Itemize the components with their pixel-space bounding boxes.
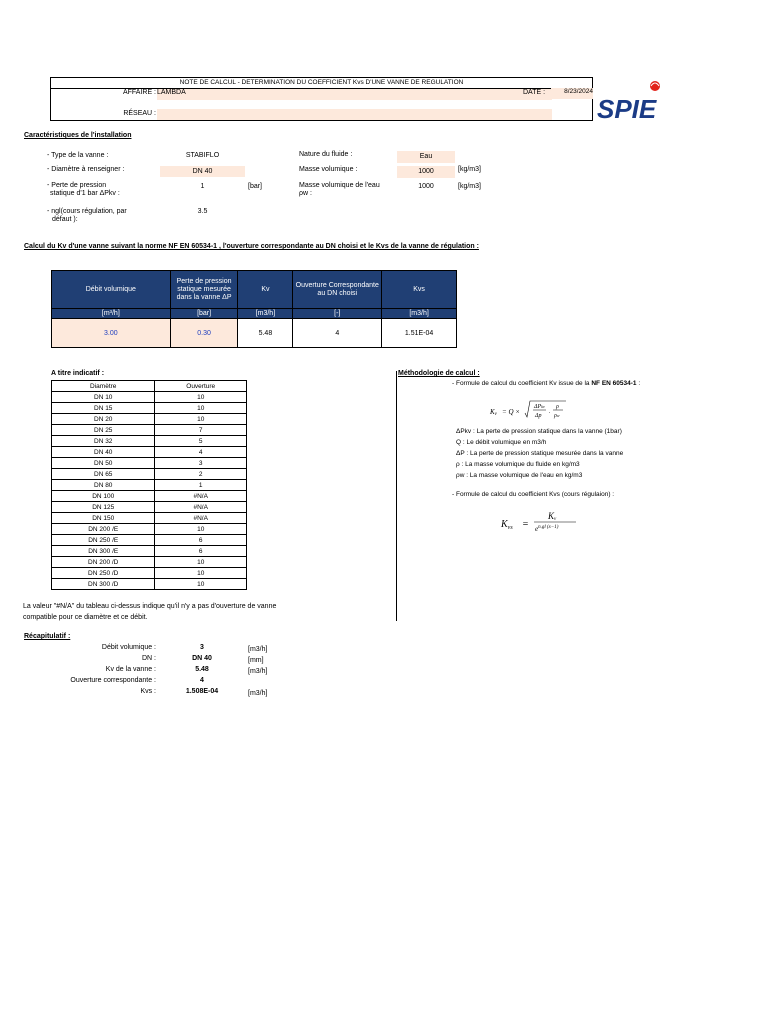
diameter-cell: DN 80 [52,480,155,491]
diameter-row [52,557,247,568]
def-dp: ΔP : La perte de pression statique mesurée dans la vanne [456,450,624,457]
perte-label-line1: - Perte de pression [47,182,107,189]
perte-value[interactable]: 1 [200,183,205,190]
affaire-label: AFFAIRE : [122,89,156,96]
type-label: - Type de la vanne : [47,152,109,159]
svg-text:=: = [522,519,529,530]
ouverture-cell: 6 [155,546,247,557]
diameter-row [52,535,247,546]
recap-row [24,688,324,699]
recap-label: Kvs : [140,688,156,695]
recap-value: 5.48 [195,666,209,673]
ouverture-cell: 10 [155,392,247,403]
diameter-row [52,469,247,480]
header-box [50,77,593,121]
recap-label: Débit volumique : [101,644,156,651]
formula-definitions [456,426,623,481]
diameter-col-header: Diamètre [52,381,155,392]
recap-row [24,666,324,677]
diameter-cell: DN 250 /E [52,535,155,546]
header-kv: Kv [238,271,293,309]
svg-text:Kv: Kv [490,408,497,417]
diameter-cell: DN 300 /D [52,579,155,590]
ouverture-cell: #N/A [155,491,247,502]
ouverture-col-header: Ouverture [155,381,247,392]
diameter-row [52,436,247,447]
diameter-cell: DN 250 /D [52,568,155,579]
def-rhow: ρw : La masse volumique de l'eau en kg/m3 [456,472,583,479]
calcul-table [51,270,457,348]
unit-kvs: [m3/h] [382,309,457,319]
diameter-cell: DN 50 [52,458,155,469]
calcul-units-row [52,309,457,319]
kv-formula [488,397,578,427]
na-note-line2: compatible pour ce diamètre et ce débit. [23,614,148,621]
value-ouverture: 4 [293,319,382,348]
diameter-cell: DN 20 [52,414,155,425]
na-note [23,601,276,623]
diameter-cell: DN 15 [52,403,155,414]
recap-row [24,644,324,655]
diameter-row [52,480,247,491]
unit-perte: [bar] [170,309,238,319]
diameter-row [52,414,247,425]
diam-field[interactable]: DN 40 [160,166,245,177]
ngl-label-line1: - ngl(cours régulation, par [47,208,127,215]
masse-eau-label [299,182,380,198]
diameter-cell: DN 40 [52,447,155,458]
fluide-label: Nature du fluide : [299,151,353,158]
na-note-line1: La valeur "#N/A" du tableau ci-dessus indique qu'il n'y a pas d'ouverture de vanne [23,603,277,610]
diameter-row [52,579,247,590]
masse-unit: [kg/m3] [458,166,481,173]
unit-kv: [m3/h] [238,309,293,319]
diameter-row [52,458,247,469]
ngl-label-line2: défaut ): [52,216,78,223]
recap-value: 4 [200,677,204,684]
ouverture-cell: 10 [155,579,247,590]
formula-kvs-intro: - Formule de calcul du coefficient Kvs (cours régulaion) : [452,491,615,498]
recap-label: Kv de la vanne : [105,666,156,673]
diameter-row [52,513,247,524]
ouverture-cell: 5 [155,436,247,447]
date-value: 8/23/2024 [564,88,593,95]
calcul-heading: Calcul du Kv d'une vanne suivant la norme NF EN 60534-1 , l'ouverture correspondante au DN choisi et le Kvs de la vanne de régulation : [24,243,479,250]
kv-formula-icon [488,397,578,427]
affaire-value: LAMBDA [157,89,186,96]
svg-text:en.gl (x−1): $e^{n.gl (x-1)}$ [535,525,559,533]
svg-text:ρ: ρ [556,404,559,410]
diameter-row [52,447,247,458]
svg-text:= Q ×: = Q × [502,408,521,416]
masse-eau-label-line2: ρw : [299,190,312,197]
perte-unit: [bar] [248,183,263,190]
diameter-header-row [52,381,247,392]
diameter-cell: DN 200 /E [52,524,155,535]
unit-ouverture: [-] [293,309,382,319]
formula-kv-intro [452,380,640,387]
header-ouverture: Ouverture Correspondante au DN choisi [293,271,382,309]
recap-row [24,677,324,688]
formula-kv-colon: : [636,380,641,387]
masse-label: Masse volumique : [299,166,358,173]
date-label: DATE : [523,89,546,96]
svg-text:Δp: Δp [535,413,542,419]
value-kv: 5.48 [238,319,293,348]
ngl-value[interactable]: 3.5 [197,208,208,215]
ouverture-cell: 10 [155,414,247,425]
diameter-cell: DN 125 [52,502,155,513]
def-dpkv: ΔPkv : La perte de pression statique dans la vanne (1bar) [456,428,622,435]
indicatif-heading: A titre indicatif : [51,370,105,377]
reseau-field[interactable] [157,109,552,120]
recap-unit: [m3/h] [248,668,268,675]
def-rho: ρ : La masse volumique du fluide en kg/m3 [456,461,580,468]
svg-text:Kv: Kv [548,511,557,522]
masse-field[interactable]: 1000 [397,166,455,178]
logo-text: SPIE [597,94,657,122]
diameter-cell: DN 100 [52,491,155,502]
header-perte: Perte de pression statique mesurée dans la vanne ΔP [170,271,238,309]
header-kvs: Kvs [382,271,457,309]
methodologie-heading: Méthodologie de calcul : [398,370,480,377]
formula-kv-norm: NF EN 60534-1 [591,380,637,387]
diameter-row [52,502,247,513]
diameter-row [52,568,247,579]
diameter-table [51,380,247,590]
recap-label: DN : [142,655,156,662]
kvs-formula [498,506,588,536]
ouverture-cell: 10 [155,524,247,535]
calcul-header-row [52,271,457,309]
recap-unit: [m3/h] [248,690,268,697]
recap-value: 3 [200,644,204,651]
diam-label: - Diamètre à renseigner : [47,166,125,173]
ouverture-cell: 2 [155,469,247,480]
recap-unit: [mm] [248,657,264,664]
diameter-cell: DN 200 /D [52,557,155,568]
diameter-cell: DN 300 /E [52,546,155,557]
diameter-row [52,425,247,436]
formula-kv-text: - Formule de calcul du coefficient Kv issue de la [452,380,592,387]
affaire-field[interactable] [157,89,552,100]
diameter-cell: DN 150 [52,513,155,524]
diameter-row [52,403,247,414]
ngl-label [47,208,127,224]
diameter-cell: DN 32 [52,436,155,447]
ouverture-cell: 4 [155,447,247,458]
type-value[interactable]: STABIFLO [185,152,220,159]
ouverture-cell: #N/A [155,513,247,524]
ouverture-cell: 6 [155,535,247,546]
recap-value: DN 40 [192,655,212,662]
def-q: Q : Le débit volumique en m3/h [456,439,547,446]
spie-logo [597,78,689,122]
value-perte[interactable]: 0.30 [170,319,238,348]
diameter-cell: DN 10 [52,392,155,403]
ouverture-cell: 3 [155,458,247,469]
calcul-values-row [52,319,457,348]
diameter-cell: DN 65 [52,469,155,480]
fluide-field[interactable]: Eau [397,151,455,163]
section-divider [396,371,397,621]
diameter-row [52,491,247,502]
ouverture-cell: 10 [155,568,247,579]
perte-label [47,182,120,198]
diameter-row [52,392,247,403]
masse-eau-unit: [kg/m3] [458,183,481,190]
recap-unit: [m3/h] [248,646,268,653]
ouverture-cell: #N/A [155,502,247,513]
date-field[interactable] [551,88,593,99]
document-title: NOTE DE CALCUL - DETERMINATION DU COEFFICIENT Kvs D'UNE VANNE DE REGULATION [51,78,592,89]
perte-label-line2: statique d'1 bar ΔPkv : [50,190,120,197]
unit-debit: [m³/h] [52,309,171,319]
masse-eau-label-line1: Masse volumique de l'eau [299,182,380,189]
svg-text:ΔPkv: ΔPkv [534,404,545,410]
recap-label: Ouverture correspondante : [70,677,156,684]
kvs-formula-icon [498,506,588,536]
svg-text:.: . [549,409,551,415]
spie-logo-icon [597,78,689,122]
installation-heading: Caractéristiques de l'installation [24,132,132,139]
svg-text:Kvs: $K_{vs}$ [501,519,513,531]
diameter-row [52,524,247,535]
diameter-row [52,546,247,557]
ouverture-cell: 10 [155,403,247,414]
masse-eau-value[interactable]: 1000 [418,183,434,190]
value-kvs: 1.51E-04 [382,319,457,348]
diameter-cell: DN 25 [52,425,155,436]
reseau-label: RÉSEAU : [123,110,156,117]
ouverture-cell: 1 [155,480,247,491]
recap-value: 1.508E-04 [185,688,219,695]
value-debit[interactable]: 3.00 [52,319,171,348]
recap-heading: Récapitulatif : [24,633,71,640]
svg-text:ρw: ρw [554,413,560,419]
header-debit: Débit volumique [52,271,171,309]
ouverture-cell: 10 [155,557,247,568]
recap-row [24,655,324,666]
ouverture-cell: 7 [155,425,247,436]
